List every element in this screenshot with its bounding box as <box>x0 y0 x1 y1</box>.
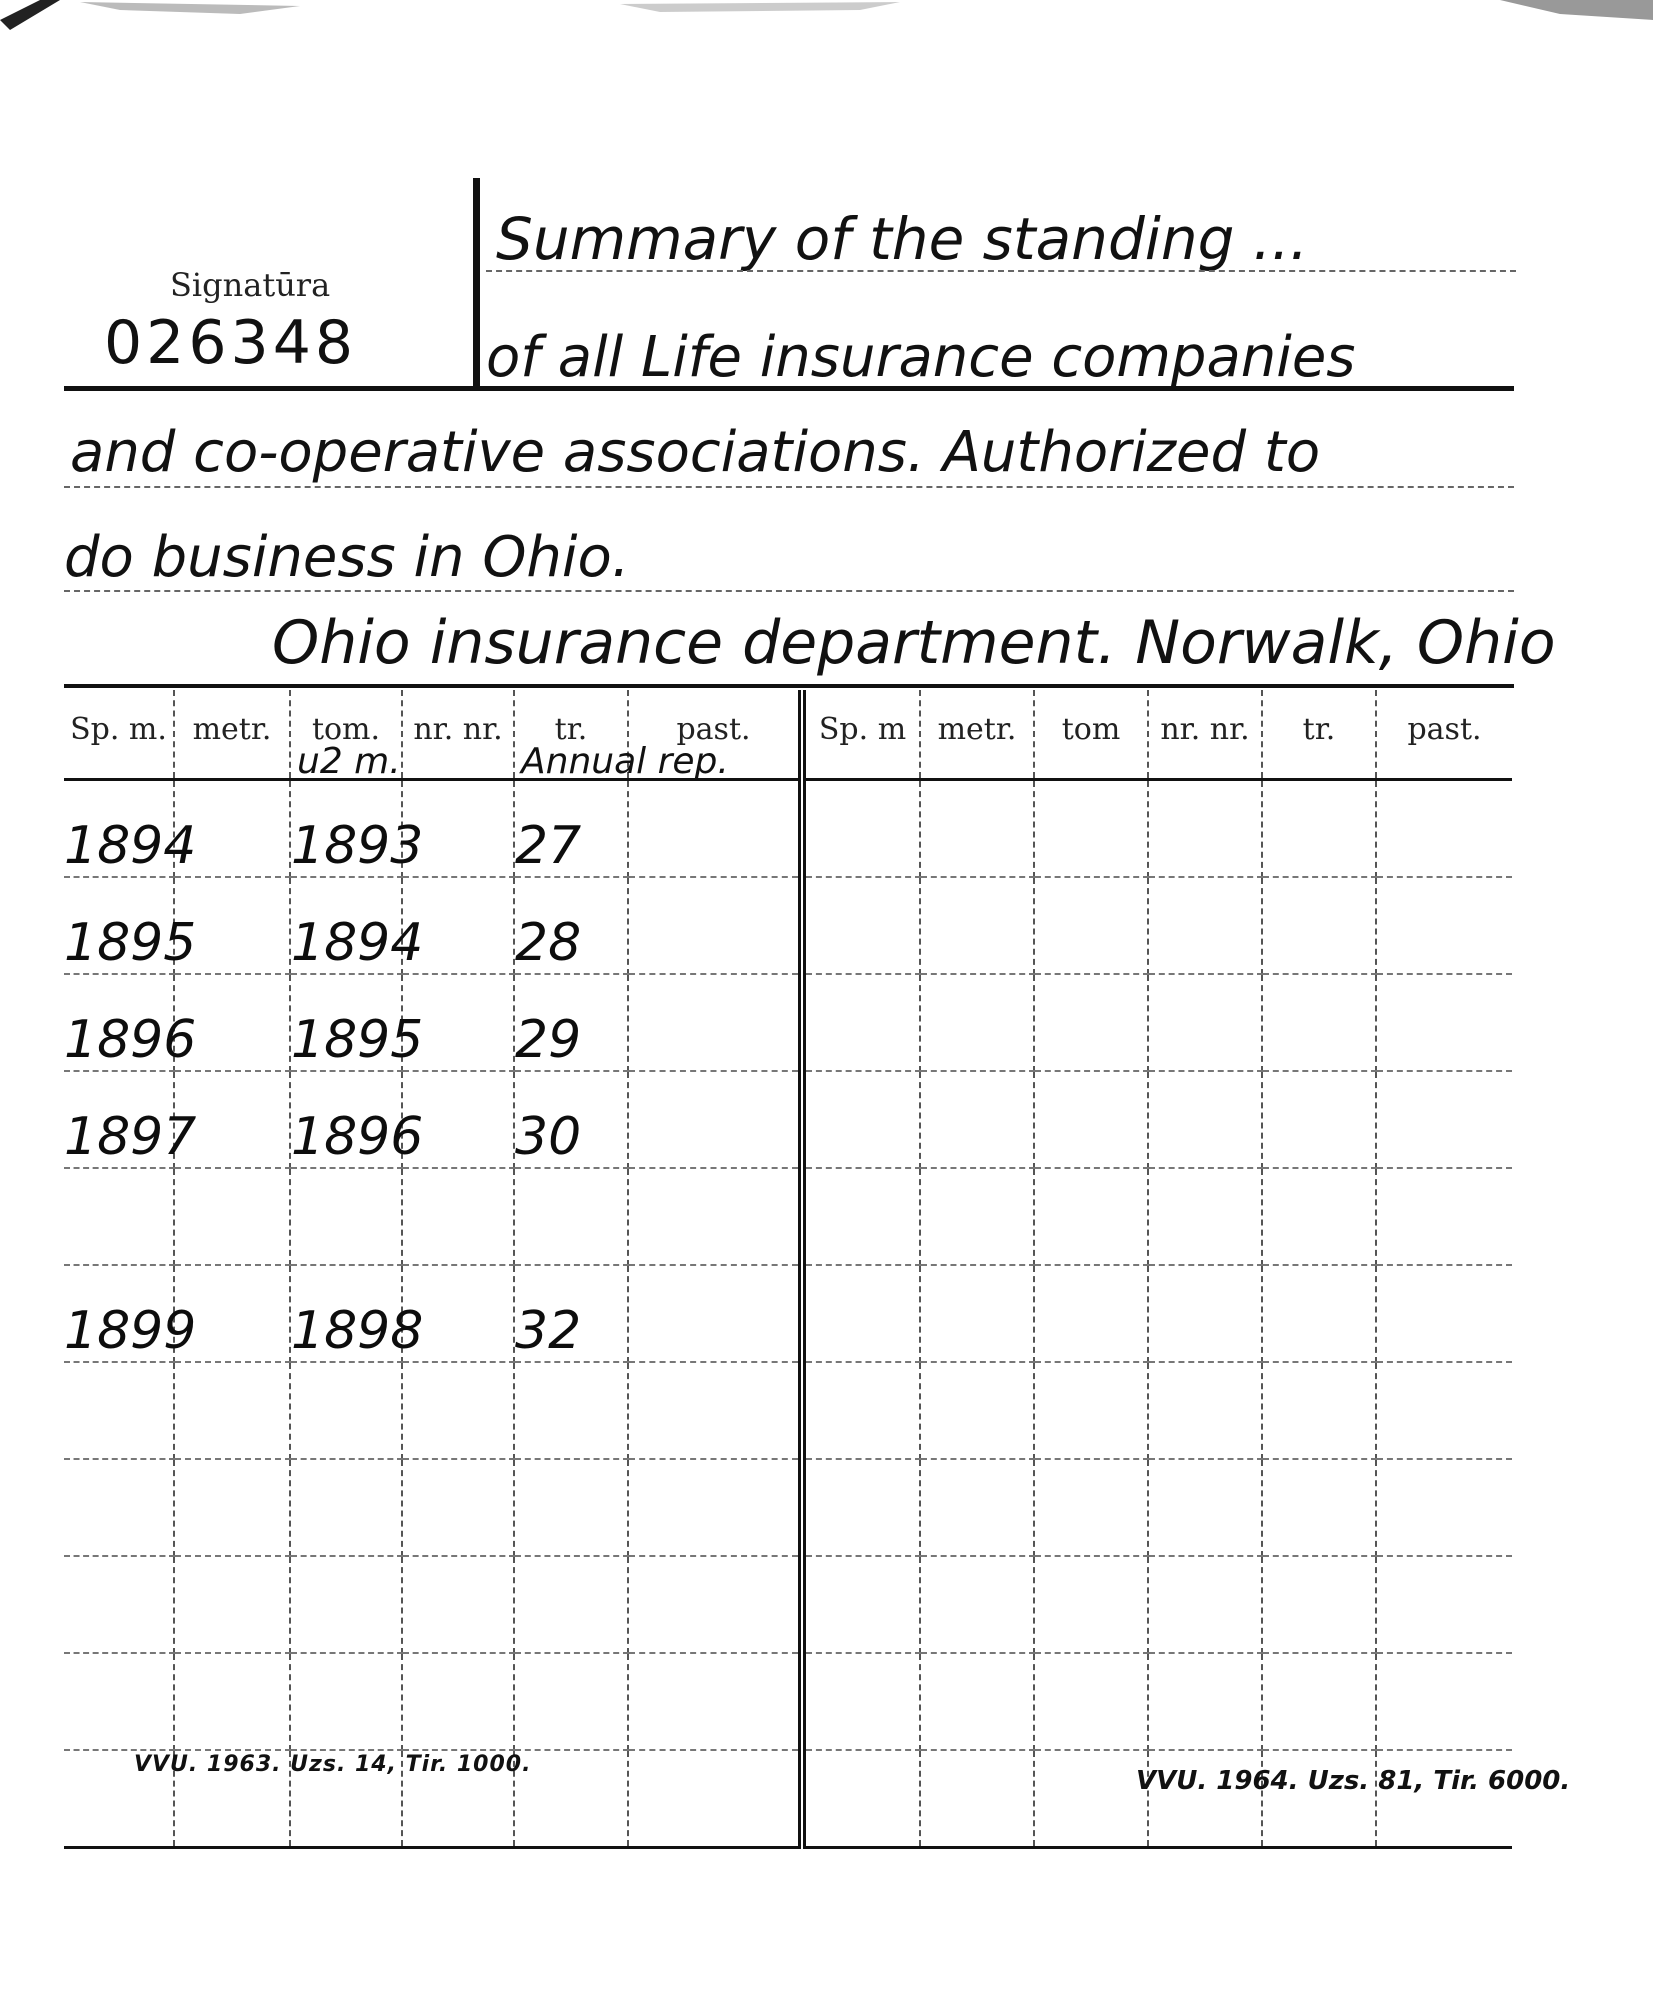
table-cell <box>1148 1071 1262 1168</box>
header-note-tr: Annual rep. <box>521 741 729 782</box>
table-cell <box>1262 1265 1376 1362</box>
table-cell <box>1262 1168 1376 1265</box>
table-cell <box>1262 780 1376 878</box>
table-cell <box>920 1653 1034 1750</box>
title-guide-1 <box>486 270 1516 272</box>
header-tr-2: tr. <box>1262 690 1376 780</box>
table-cell <box>1148 1459 1262 1556</box>
table-cell <box>514 1362 628 1459</box>
table-cell: 1894 <box>290 877 402 974</box>
table-cell: 1896 <box>64 974 174 1071</box>
table-top-rule <box>64 684 1514 688</box>
table-cell <box>628 1362 802 1459</box>
department-line: Ohio insurance department. Norwalk, Ohio <box>272 608 1556 678</box>
table-cell <box>1376 877 1512 974</box>
table-cell <box>1376 1556 1512 1653</box>
table-row <box>64 780 1512 878</box>
table-cell <box>1148 1362 1262 1459</box>
header-metr: metr. <box>174 690 290 780</box>
table-cell <box>1376 1265 1512 1362</box>
table-cell <box>802 877 920 974</box>
table-cell <box>628 1750 802 1848</box>
table-cell <box>628 877 802 974</box>
signature-number: 026348 <box>104 308 358 378</box>
table-cell <box>290 1653 402 1750</box>
table-row <box>64 1459 1512 1556</box>
table-cell <box>628 1265 802 1362</box>
table-cell <box>64 1556 174 1653</box>
table-row <box>64 1556 1512 1653</box>
table-cell <box>920 1071 1034 1168</box>
table-row <box>64 1653 1512 1750</box>
table-cell: 1895 <box>290 974 402 1071</box>
table-cell <box>290 1556 402 1653</box>
table-cell: 32 <box>514 1265 628 1362</box>
table-cell <box>290 1168 402 1265</box>
table-cell <box>1034 1362 1148 1459</box>
table-cell <box>920 1750 1034 1848</box>
table-cell <box>1034 1750 1148 1848</box>
table-cell: 1895 <box>64 877 174 974</box>
table-cell <box>1034 1653 1148 1750</box>
table-cell <box>174 1556 290 1653</box>
table-cell <box>1148 1750 1262 1848</box>
table-cell <box>802 974 920 1071</box>
table-cell <box>174 1362 290 1459</box>
header-tom: tom. u2 m. <box>290 690 402 780</box>
table-cell <box>1148 1265 1262 1362</box>
table-cell <box>1376 1362 1512 1459</box>
table-cell <box>802 1071 920 1168</box>
table-cell <box>802 1459 920 1556</box>
table-row <box>64 974 1512 1071</box>
table-cell <box>402 1168 514 1265</box>
table-cell <box>1034 1071 1148 1168</box>
table-cell <box>802 1168 920 1265</box>
table-cell <box>1034 1168 1148 1265</box>
table-cell <box>1148 1653 1262 1750</box>
table-cell <box>1148 1168 1262 1265</box>
header-past: past. <box>628 690 802 780</box>
table-cell <box>1376 1459 1512 1556</box>
table-row <box>64 1362 1512 1459</box>
header-tr: tr. Annual rep. <box>514 690 628 780</box>
table-cell <box>802 780 920 878</box>
table-cell <box>514 1556 628 1653</box>
title-guide-4 <box>64 590 1514 592</box>
table-row <box>64 877 1512 974</box>
table-cell <box>514 1653 628 1750</box>
title-line-1: Summary of the standing ... <box>496 205 1309 273</box>
table-cell: 1898 <box>290 1265 402 1362</box>
table-body <box>64 780 1512 1848</box>
table-cell <box>628 1459 802 1556</box>
table-cell: 29 <box>514 974 628 1071</box>
table-cell: 27 <box>514 780 628 878</box>
table-cell <box>174 1653 290 1750</box>
table-cell <box>1262 1362 1376 1459</box>
table-cell <box>802 1556 920 1653</box>
table-cell <box>1376 1168 1512 1265</box>
table-cell <box>920 780 1034 878</box>
table-cell <box>920 877 1034 974</box>
signature-label: Signatūra <box>170 266 331 304</box>
print-note-left: VVU. 1963. Uzs. 14, Tir. 1000. <box>134 1752 532 1777</box>
table-cell: 30 <box>514 1071 628 1168</box>
table-row <box>64 1168 1512 1265</box>
table-cell <box>802 1653 920 1750</box>
table-cell: 1893 <box>290 780 402 878</box>
table-cell <box>1034 780 1148 878</box>
table-cell <box>1034 974 1148 1071</box>
table-cell <box>290 1362 402 1459</box>
table-cell: 28 <box>514 877 628 974</box>
table-cell <box>1262 1750 1376 1848</box>
table-cell <box>1262 1071 1376 1168</box>
table-cell <box>802 1362 920 1459</box>
table-cell <box>1376 1071 1512 1168</box>
table-cell <box>920 1362 1034 1459</box>
table-cell <box>1148 877 1262 974</box>
table-cell <box>1148 780 1262 878</box>
header-nr: nr. nr. <box>402 690 514 780</box>
table-cell <box>402 1362 514 1459</box>
title-line-4: do business in Ohio. <box>64 525 630 590</box>
header-row <box>64 690 1512 780</box>
header-sp-m-2: Sp. m <box>802 690 920 780</box>
table-cell <box>628 974 802 1071</box>
table-cell <box>1034 1556 1148 1653</box>
scan-specks <box>0 0 1653 60</box>
table-cell <box>1148 1556 1262 1653</box>
header-sp-m: Sp. m. <box>64 690 174 780</box>
header-past-2: past. <box>1376 690 1512 780</box>
table-cell <box>628 1653 802 1750</box>
table-cell <box>1262 877 1376 974</box>
table-cell <box>174 1459 290 1556</box>
table-cell <box>920 1556 1034 1653</box>
table-cell <box>1376 1653 1512 1750</box>
table-cell <box>628 1168 802 1265</box>
signature-divider <box>473 178 480 388</box>
table-cell <box>64 1362 174 1459</box>
table-cell <box>920 974 1034 1071</box>
table-cell: 1897 <box>64 1071 174 1168</box>
title-line-3: and co-operative associations. Authorized to <box>70 420 1321 485</box>
table-cell <box>402 1556 514 1653</box>
table-cell <box>402 1653 514 1750</box>
header-metr-2: metr. <box>920 690 1034 780</box>
table-cell <box>628 780 802 878</box>
table-cell <box>402 1459 514 1556</box>
table-cell <box>1262 1459 1376 1556</box>
table-cell <box>174 1168 290 1265</box>
title-line-2: of all Life insurance companies <box>486 325 1356 390</box>
table-cell <box>802 1265 920 1362</box>
table-row <box>64 1071 1512 1168</box>
table-cell <box>1376 974 1512 1071</box>
table-cell: 1894 <box>64 780 174 878</box>
table-cell: 1896 <box>290 1071 402 1168</box>
table-cell <box>920 1168 1034 1265</box>
holdings-table <box>64 690 1512 1849</box>
table-row <box>64 1265 1512 1362</box>
table-cell: 1899 <box>64 1265 174 1362</box>
table-cell <box>802 1750 920 1848</box>
table-cell <box>628 1071 802 1168</box>
header-tom-2: tom <box>1034 690 1148 780</box>
table-cell <box>1262 1653 1376 1750</box>
table-cell <box>64 1168 174 1265</box>
table-cell <box>514 1459 628 1556</box>
table-cell <box>514 1168 628 1265</box>
title-guide-3 <box>64 486 1514 488</box>
table-cell <box>1376 780 1512 878</box>
table-cell <box>1034 1459 1148 1556</box>
print-note-right: VVU. 1964. Uzs. 81, Tir. 6000. <box>1136 1766 1571 1796</box>
table-cell <box>920 1265 1034 1362</box>
table-cell <box>64 1459 174 1556</box>
table-cell <box>1262 1556 1376 1653</box>
table-cell <box>1262 974 1376 1071</box>
table-cell <box>64 1653 174 1750</box>
table-cell <box>290 1459 402 1556</box>
table-cell <box>1034 1265 1148 1362</box>
table-cell <box>1148 974 1262 1071</box>
table-cell <box>920 1459 1034 1556</box>
header-note-tom: u2 m. <box>297 741 401 782</box>
header-nr-2: nr. nr. <box>1148 690 1262 780</box>
table-cell <box>1034 877 1148 974</box>
table-cell <box>628 1556 802 1653</box>
table-cell <box>1376 1750 1512 1848</box>
